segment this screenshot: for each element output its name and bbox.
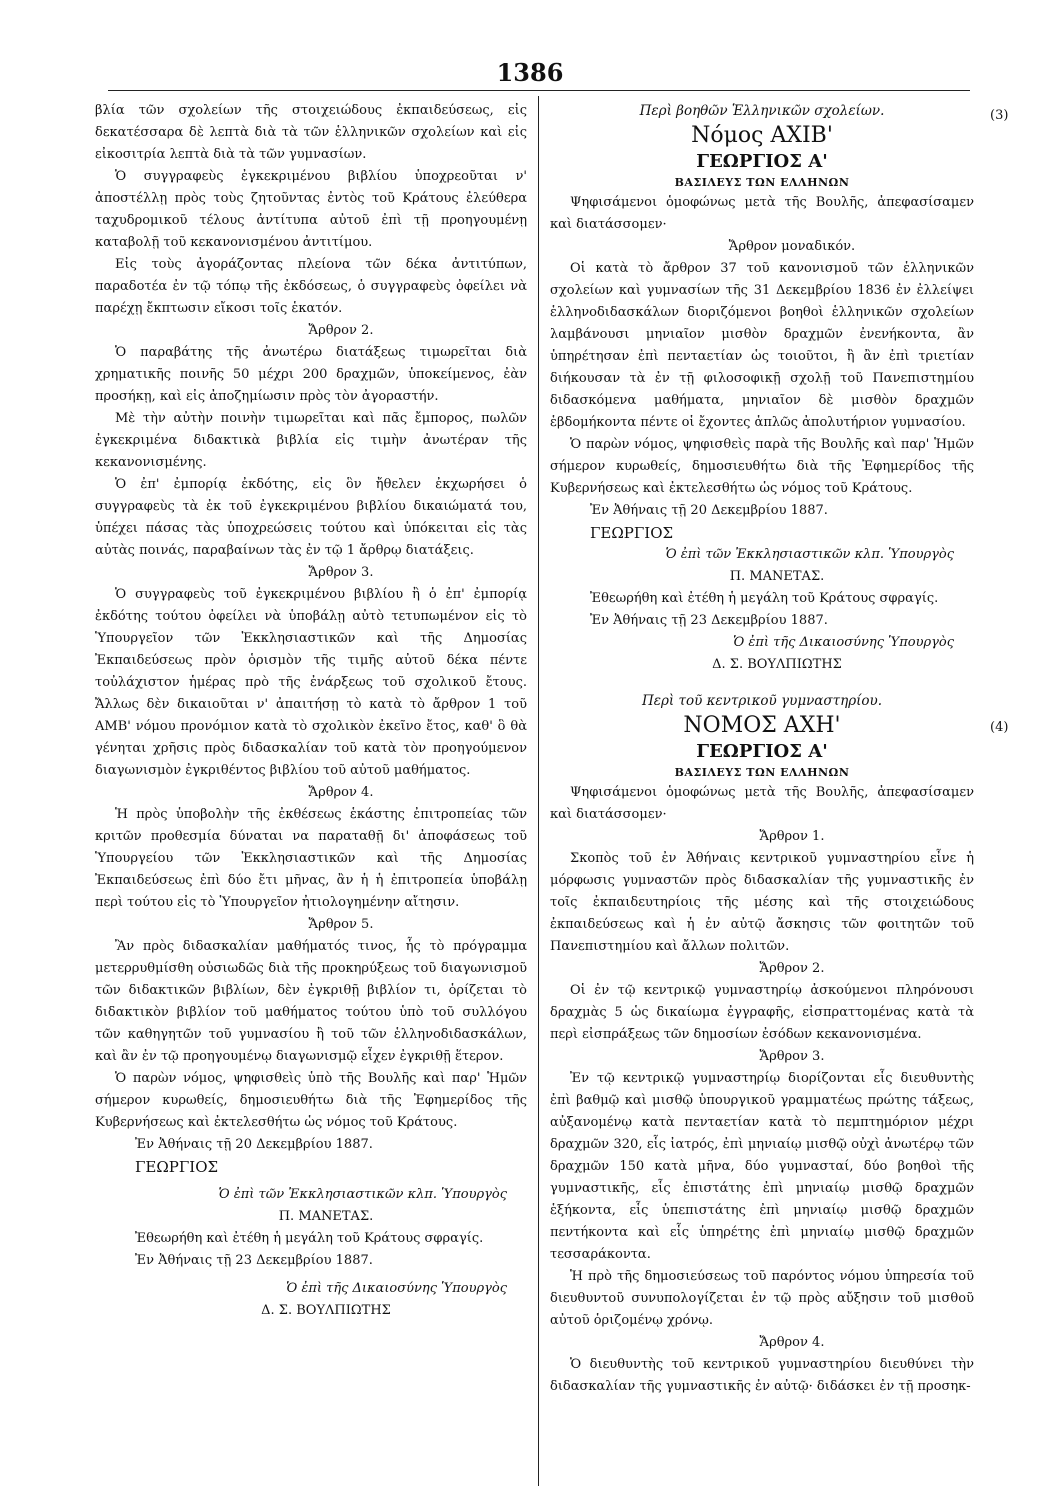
- paragraph: Ψηφισάμενοι ὁμοφώνως μετὰ τῆς Βουλῆς, ἀπεφασίσαμεν καὶ διατάσσομεν·: [550, 785, 974, 822]
- paragraph: Ὁ παραβάτης τῆς ἀνωτέρω διατάξεως τιμωρεῖται διὰ χρηματικῆς ποινῆς 50 μέχρι 200 δραχμῶν, ὑποκείμενος, ἐὰν προσήκῃ, καὶ εἰς ἀποζημίωσιν πρὸς τὸν ἀγοραστήν.: [95, 345, 527, 404]
- section-number: (3): [990, 108, 1009, 123]
- article-heading: Ἄρθρον 4.: [308, 785, 374, 800]
- paragraph: Ὁ διευθυντὴς τοῦ κεντρικοῦ γυμναστηρίου διευθύνει τὴν διδασκαλίαν τῆς γυμναστικῆς ἐν αὐτῷ· διδάσκει ἐν τῇ προσηκ-: [550, 1357, 974, 1394]
- minister-name: Δ. Σ. ΒΟΥΛΠΙΩΤΗΣ: [261, 1303, 391, 1318]
- article-heading: Ἄρθρον 2.: [759, 961, 825, 976]
- section-heading: Περὶ τοῦ κεντρικοῦ γυμναστηρίου.: [641, 693, 883, 709]
- minister-title: Ὁ ἐπὶ τῶν Ἐκκλησιαστικῶν κλπ. Ὑπουργὸς: [665, 547, 954, 562]
- minister-title: Ὁ ἐπὶ τῆς Δικαιοσύνης Ὑπουργὸς: [286, 1281, 507, 1296]
- paragraph: Ἡ πρὸ τῆς δημοσιεύσεως τοῦ παρόντος νόμου ὑπηρεσία τοῦ διευθυντοῦ συνυπολογίζεται ἐν τῷ πρὸς αὔξησιν τοῦ μισθοῦ αὐτοῦ ὁριζομένῳ χρόνῳ.: [550, 1269, 974, 1328]
- article-heading: Ἄρθρον 2.: [308, 323, 374, 338]
- king-subtitle: ΒΑΣΙΛΕΥΣ ΤΩΝ ΕΛΛΗΝΩΝ: [674, 176, 850, 189]
- king-title: ΓΕΩΡΓΙΟΣ Α': [696, 741, 828, 762]
- paragraph: Οἱ κατὰ τὸ ἄρθρον 37 τοῦ κανονισμοῦ τῶν ἑλληνικῶν σχολείων καὶ γυμνασίων τῆς 31 Δεκεμβρίου 1836 ἐν ἐλλείψει ἑλληνοδιδασκάλων διοριζόμενοι βοηθοὶ ἑλληνικῶν σχολείων λαμβάνουσι μηνιαῖον μισθὸν δραχμῶν ἐνενήκοντα, ἂν ὑπηρέτησαν ἐπὶ πενταετίαν ὡς τοιοῦτοι, ἢ ἂν ἐπὶ τριετίαν διήκουσαν τὰ ἐν τῇ φιλοσοφικῇ σχολῇ τοῦ Πανεπιστημίου διδασκόμενα μαθήματα, μηνιαῖον δὲ μισθὸν δραχμῶν ἑβδομήκοντα πέντε οἱ ἔχοντες ἁπλῶς ἀπολυτήριον γυμνασίου.: [550, 261, 974, 430]
- paragraph: Εἰς τοὺς ἀγοράζοντας πλείονα τῶν δέκα ἀντιτύπων, παραδοτέα ἐν τῷ τόπῳ τῆς ἐκδόσεως, ὁ συγγραφεὺς ὀφείλει νὰ παρέχῃ ἔκπτωσιν εἴκοσι τοῖς ἑκατόν.: [95, 257, 527, 316]
- article-heading: Ἄρθρον 4.: [759, 1335, 825, 1350]
- paragraph: Ψηφισάμενοι ὁμοφώνως μετὰ τῆς Βουλῆς, ἀπεφασίσαμεν καὶ διατάσσομεν·: [550, 195, 974, 232]
- seal-line: Ἐθεωρήθη καὶ ἐτέθη ἡ μεγάλη τοῦ Κράτους σφραγίς.: [135, 1231, 484, 1246]
- paragraph: Ὁ παρὼν νόμος, ψηφισθεὶς παρὰ τῆς Βουλῆς καὶ παρ' Ἡμῶν σήμερον κυρωθείς, δημοσιευθήτω διὰ τῆς Ἐφημερίδος τῆς Κυβερνήσεως καὶ ἐκτελεσθήτω ὡς νόμος τοῦ Κράτους.: [550, 437, 974, 496]
- article-heading: Ἄρθρον μοναδικόν.: [728, 239, 856, 254]
- law-title: Νόμος ΑΧΙΒ': [691, 123, 833, 148]
- minister-name: Π. ΜΑΝΕΤΑΣ.: [278, 1209, 374, 1224]
- paragraph: Ἂν πρὸς διδασκαλίαν μαθήματός τινος, ἧς τὸ πρόγραμμα μετερρυθμίσθη οὐσιωδῶς διὰ τῆς προκηρύξεως τοῦ διαγωνισμοῦ τῶν διδακτικῶν βιβλίων, δὲν ἐγκριθῇ βιβλίον τι, ὁρίζεται τὸ διδακτικὸν βιβλίον τοῦ μαθήματος τούτου ὑπὸ τοῦ συλλόγου τῶν καθηγητῶν τοῦ γυμνασίου ἢ τοῦ τῶν ἑλληνοδιδασκάλων, καὶ ἂν ἐν τῷ προηγουμένῳ διαγωνισμῷ εἶχεν ἐγκριθῇ ἕτερον.: [95, 939, 527, 1064]
- king-title: ΓΕΩΡΓΙΟΣ Α': [696, 151, 828, 172]
- date-line: Ἐν Ἀθήναις τῇ 23 Δεκεμβρίου 1887.: [135, 1253, 373, 1268]
- right-column: [550, 100, 974, 1398]
- paragraph: Ὁ ἐπ' ἐμπορίᾳ ἐκδότης, εἰς ὃν ἤθελεν ἐκχωρήσει ὁ συγγραφεὺς τὰ ἐκ τοῦ ἐγκεκριμένου βιβλίου δικαιώματά του, ὑπέχει πάσας τὰς ὑποχρεώσεις τούτου καὶ ὑπόκειται εἰς τὰς αὐτὰς ποινάς, παραβαίνων τὰς ἐν τῷ 1 ἄρθρῳ διατάξεις.: [95, 477, 527, 558]
- king-signature: ΓΕΩΡΓΙΟΣ: [135, 1158, 219, 1176]
- paragraph: Οἱ ἐν τῷ κεντρικῷ γυμναστηρίῳ ἀσκούμενοι πληρόνουσι δραχμὰς 5 ὡς δικαίωμα ἐγγραφῆς, εἰσπραττομένας κατὰ τὰ περὶ εἰσπράξεως τῶν δημοσίων ἐσόδων κεκανονισμένα.: [550, 983, 974, 1042]
- king-subtitle: ΒΑΣΙΛΕΥΣ ΤΩΝ ΕΛΛΗΝΩΝ: [674, 766, 850, 779]
- column-divider: [538, 96, 539, 1486]
- date-line: Ἐν Ἀθήναις τῇ 23 Δεκεμβρίου 1887.: [590, 613, 828, 628]
- date-line: Ἐν Ἀθήναις τῇ 20 Δεκεμβρίου 1887.: [135, 1137, 373, 1152]
- date-line: Ἐν Ἀθήναις τῇ 20 Δεκεμβρίου 1887.: [590, 503, 828, 518]
- header-rule: [108, 90, 970, 91]
- minister-name: Δ. Σ. ΒΟΥΛΠΙΩΤΗΣ: [712, 657, 842, 672]
- paragraph: βλία τῶν σχολείων τῆς στοιχειώδους ἐκπαιδεύσεως, εἰς δεκατέσσαρα δὲ λεπτὰ διὰ τὰ τῶν ἑλληνικῶν σχολείων καὶ εἰς εἰκοσιτρία λεπτὰ διὰ τὰ τῶν γυμνασίων.: [95, 103, 527, 162]
- minister-title: Ὁ ἐπὶ τῶν Ἐκκλησιαστικῶν κλπ. Ὑπουργὸς: [218, 1187, 507, 1202]
- paragraph: Ὁ παρὼν νόμος, ψηφισθεὶς ὑπὸ τῆς Βουλῆς καὶ παρ' Ἡμῶν σήμερον κυρωθείς, δημοσιευθήτω διὰ τῆς Ἐφημερίδος τῆς Κυβερνήσεως καὶ ἐκτελεσθήτω ὡς νόμος τοῦ Κράτους.: [95, 1071, 527, 1130]
- paragraph: Ὁ συγγραφεὺς τοῦ ἐγκεκριμένου βιβλίου ἢ ὁ ἐπ' ἐμπορίᾳ ἐκδότης τούτου ὀφείλει νὰ ὑποβάλῃ αὐτὸ τετυπωμένον εἰς τὸ Ὑπουργεῖον τῶν Ἐκκλησιαστικῶν καὶ τῆς Δημοσίας Ἐκπαιδεύσεως πρὸν ὁρισμὸν τῆς τιμῆς αὐτοῦ δέκα πέντε τοὐλάχιστον ἡμέρας πρὸ τῆς ἐνάρξεως τοῦ σχολικοῦ ἔτους. Ἄλλως δὲν δικαιοῦται ν' ἀπαιτήσῃ τὸ κατὰ τὸ ἄρθρον 1 τοῦ ΑΜΒ' νόμου προνόμιον κατὰ τὸ σχολικὸν ἐκεῖνο ἔτος, καθ' ὃ θὰ γένηται χρῆσις πρὸς διδασκαλίαν τοῦ κατὰ τὸν προηγούμενον διαγωνισμὸν ἐγκριθέντος βιβλίου τοῦ αὐτοῦ μαθήματος.: [95, 587, 527, 778]
- king-signature: ΓΕΩΡΓΙΟΣ: [590, 524, 674, 542]
- seal-line: Ἐθεωρήθη καὶ ἐτέθη ἡ μεγάλη τοῦ Κράτους σφραγίς.: [590, 591, 939, 606]
- left-column: [95, 100, 527, 1322]
- paragraph: Ὁ συγγραφεὺς ἐγκεκριμένου βιβλίου ὑποχρεοῦται ν' ἀποστέλλῃ πρὸς τοὺς ζητοῦντας ἐντὸς τοῦ Κράτους ἐλεύθερα ταχυδρομικοῦ τέλους ἀντίτυπα αὐτοῦ ἐπὶ τῇ προηγουμένῃ καταβολῇ τοῦ κεκανονισμένου ἀντιτίμου.: [95, 169, 527, 250]
- paragraph: Μὲ τὴν αὐτὴν ποινὴν τιμωρεῖται καὶ πᾶς ἔμπορος, πωλῶν ἐγκεκριμένα διδακτικὰ βιβλία εἰς τιμὴν ἀνωτέραν τῆς κεκανονισμένης.: [95, 411, 527, 470]
- minister-name: Π. ΜΑΝΕΤΑΣ.: [729, 569, 825, 584]
- section-heading: Περὶ βοηθῶν Ἑλληνικῶν σχολείων.: [639, 103, 885, 119]
- article-heading: Ἄρθρον 1.: [759, 829, 825, 844]
- minister-title: Ὁ ἐπὶ τῆς Δικαιοσύνης Ὑπουργὸς: [733, 635, 954, 650]
- article-heading: Ἄρθρον 5.: [308, 917, 374, 932]
- article-heading: Ἄρθρον 3.: [308, 565, 374, 580]
- paragraph: Ἡ πρὸς ὑποβολὴν τῆς ἐκθέσεως ἑκάστης ἐπιτροπείας τῶν κριτῶν προθεσμία δύναται να παραταθῇ δι' ἀποφάσεως τοῦ Ὑπουργείου τῶν Ἐκκλησιαστικῶν καὶ τῆς Δημοσίας Ἐκπαιδεύσεως ἐπὶ δύο ἔτι μῆνας, ἂν ἡ ἡ ἐπιτροπεία ὑποβάλῃ περὶ τούτου εἰς τὸ Ὑπουργεῖον ἠτιολογημένην αἴτησιν.: [95, 807, 527, 910]
- paragraph: Σκοπὸς τοῦ ἐν Ἀθήναις κεντρικοῦ γυμναστηρίου εἶνε ἡ μόρφωσις γυμναστῶν πρὸς διδασκαλίαν τῆς γυμναστικῆς ἐν τοῖς ἐκπαιδευτηρίοις τῆς μέσης καὶ τῆς στοιχειώδους ἐκπαιδεύσεως καὶ ἡ ἐν αὐτῷ ἄσκησις τῶν φοιτητῶν τοῦ Πανεπιστημίου καὶ ἄλλων πολιτῶν.: [550, 851, 974, 954]
- article-heading: Ἄρθρον 3.: [759, 1049, 825, 1064]
- paragraph: Ἐν τῷ κεντρικῷ γυμναστηρίῳ διορίζονται εἷς διευθυντὴς ἐπὶ βαθμῷ καὶ μισθῷ ὑπουργικοῦ γραμματέως πρώτης τάξεως, αὐξανομένῳ κατὰ πενταετίαν κατὰ τὸ πεμπτημόριον μέχρι δραχμῶν 320, εἷς ἰατρός, ἐπὶ μηνιαίῳ μισθῷ οὐχὶ ἀνωτέρῳ τῶν δραχμῶν 150 κατὰ μῆνα, δύο γυμνασταί, δύο βοηθοὶ τῆς γυμναστικῆς, εἷς ἐπιστάτης ἐπὶ μηνιαίῳ μισθῷ δραχμῶν ἑξήκοντα, εἷς ὑπεπιστάτης ἐπὶ μηνιαίῳ μισθῷ δραχμῶν πεντήκοντα καὶ εἷς ὑπηρέτης ἐπὶ μηνιαίῳ μισθῷ δραχμῶν τεσσαράκοντα.: [550, 1071, 974, 1262]
- law-title: ΝΟΜΟΣ ΑΧΗ': [683, 713, 841, 738]
- page-number: 1386: [496, 58, 564, 87]
- section-number: (4): [990, 720, 1009, 735]
